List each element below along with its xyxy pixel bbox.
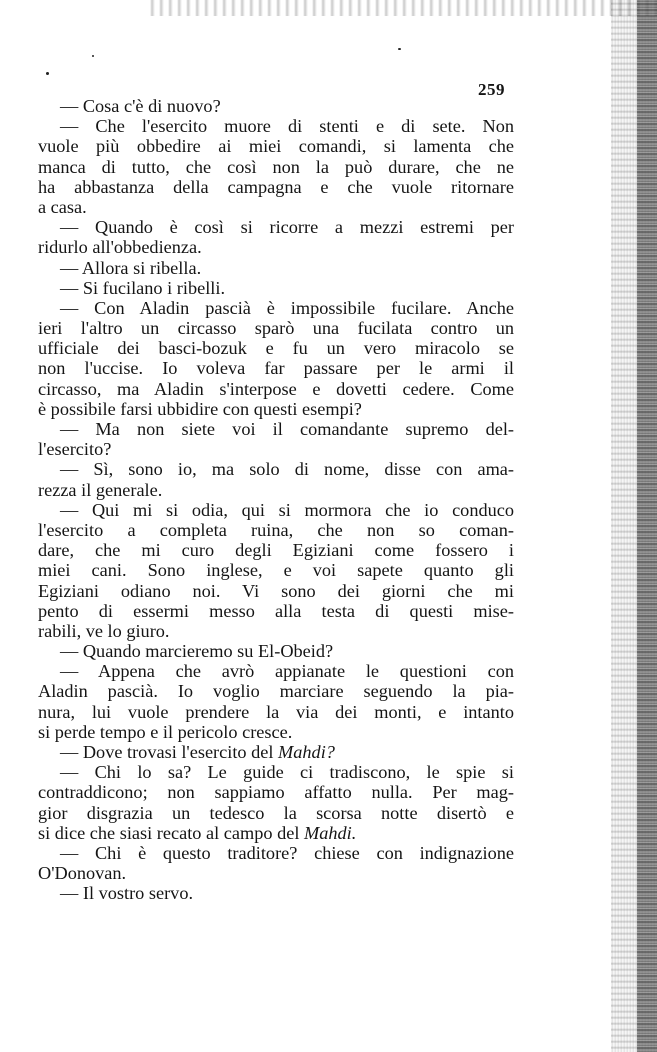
text-line bbox=[38, 136, 514, 156]
text-line bbox=[38, 358, 514, 378]
text-line-content: — Chi lo sa? Le guide ci tradiscono, le spie si bbox=[60, 762, 514, 783]
text-line-content: miei cani. Sono inglese, e voi sapete quanto gli bbox=[38, 560, 514, 581]
text-line bbox=[38, 782, 514, 802]
text-line-content: rezza il generale. bbox=[38, 479, 163, 500]
text-line bbox=[38, 217, 514, 237]
text-line bbox=[38, 722, 514, 742]
text-line-content: nura, lui vuole prendere la via dei monti, e intanto bbox=[38, 701, 514, 722]
text-line-content: l'esercito a completa ruina, che non so coman- bbox=[38, 519, 514, 540]
text-line bbox=[38, 702, 514, 722]
text-line-content: — Appena che avrò appianate le questioni con bbox=[60, 661, 514, 682]
scan-edge-top bbox=[150, 0, 657, 16]
text-line bbox=[38, 459, 514, 479]
text-line bbox=[38, 540, 514, 560]
text-line bbox=[38, 157, 514, 177]
text-line-content: gior disgrazia un tedesco la scorsa notte disertò e bbox=[38, 802, 514, 823]
text-line-content: — Con Aladin pascià è impossibile fucilare. Anche bbox=[60, 297, 514, 318]
text-line-content: O'Donovan. bbox=[38, 863, 127, 884]
text-line bbox=[38, 843, 514, 863]
text-line bbox=[38, 621, 514, 641]
speck bbox=[46, 72, 49, 75]
text-line bbox=[38, 681, 514, 701]
text-line bbox=[38, 116, 514, 136]
page-number: 259 bbox=[478, 80, 505, 99]
text-line bbox=[38, 419, 514, 439]
text-line-content: — Sì, sono io, ma solo di nome, disse con ama- bbox=[60, 459, 514, 480]
text-line bbox=[38, 258, 514, 278]
text-line-content: l'esercito? bbox=[38, 439, 112, 460]
text-line-content: — Quando è così si ricorre a mezzi estremi per bbox=[60, 217, 514, 238]
text-line bbox=[38, 298, 514, 318]
text-line-content: — Chi è questo traditore? chiese con indignazione bbox=[60, 842, 514, 863]
speck bbox=[92, 55, 94, 57]
text-line bbox=[38, 439, 514, 459]
text-line bbox=[38, 500, 514, 520]
text-line-italic: Mahdi. bbox=[303, 822, 357, 843]
text-line-content: dare, che mi curo degli Egiziani come fossero i bbox=[38, 540, 514, 561]
text-line-content: ha abbastanza della campagna e che vuole ritornare bbox=[38, 176, 514, 197]
text-line-content: — Qui mi si odia, qui si mormora che io conduco bbox=[60, 499, 514, 520]
text-line-content: — Dove trovasi l'esercito del bbox=[60, 742, 279, 762]
text-line bbox=[38, 338, 514, 358]
text-line-italic: Mahdi? bbox=[278, 742, 335, 762]
text-line-content: si dice che siasi recato al campo del bbox=[38, 822, 304, 843]
text-line bbox=[38, 520, 514, 540]
text-line-content: non l'uccise. Io voleva far passare per le armi il bbox=[38, 358, 514, 379]
text-line-content: è possibile farsi ubbidire con questi esempi? bbox=[38, 398, 362, 419]
text-line bbox=[38, 237, 514, 257]
text-line-content: ridurlo all'obbedienza. bbox=[38, 237, 202, 258]
speck bbox=[398, 48, 401, 50]
text-line bbox=[38, 803, 514, 823]
text-line bbox=[38, 742, 514, 762]
text-line bbox=[38, 318, 514, 338]
text-line-content: — Allora si ribella. bbox=[60, 257, 202, 278]
text-line bbox=[38, 278, 514, 298]
text-line-content: — Che l'esercito muore di stenti e di sete. Non bbox=[60, 116, 514, 137]
text-line bbox=[38, 883, 514, 903]
text-line-content: contraddicono; non sappiamo affatto nulla. Per mag- bbox=[38, 782, 514, 803]
text-line bbox=[38, 399, 514, 419]
text-line bbox=[38, 197, 514, 217]
text-line bbox=[38, 762, 514, 782]
text-line-content: ieri l'altro un circasso sparò una fucilata contro un bbox=[38, 318, 514, 339]
text-line-content: pento di essermi messo alla testa di questi mise- bbox=[38, 600, 514, 621]
text-line-content: — Il vostro servo. bbox=[60, 883, 194, 904]
scan-edge-right-dark bbox=[637, 0, 657, 1052]
text-line-content: — Quando marcieremo su El-Obeid? bbox=[60, 641, 334, 662]
text-line bbox=[38, 601, 514, 621]
text-line-content: a casa. bbox=[38, 196, 87, 217]
text-line-content: — Si fucilano i ribelli. bbox=[60, 277, 226, 298]
text-line bbox=[38, 177, 514, 197]
text-line bbox=[38, 379, 514, 399]
text-line-content: ufficiale dei basci-bozuk e fu un vero miracolo se bbox=[38, 338, 514, 359]
text-line-content: vuole più obbedire ai miei comandi, si lamenta che bbox=[38, 136, 514, 157]
text-line bbox=[38, 661, 514, 681]
text-line-content: si perde tempo e il pericolo cresce. bbox=[38, 721, 293, 742]
text-line bbox=[38, 581, 514, 601]
text-line-content: Egiziani odiano noi. Vi sono dei giorni che mi bbox=[38, 580, 514, 601]
text-line bbox=[38, 560, 514, 580]
text-line-content: — Cosa c'è di nuovo? bbox=[60, 96, 221, 116]
text-line bbox=[38, 96, 514, 116]
text-line bbox=[38, 823, 514, 843]
text-line-content: circasso, ma Aladin s'interpose e dovetti cedere. Come bbox=[38, 378, 514, 399]
text-line-content: rabili, ve lo giuro. bbox=[38, 620, 170, 641]
text-line bbox=[38, 480, 514, 500]
text-line bbox=[38, 863, 514, 883]
text-line-content: — Ma non siete voi il comandante supremo del- bbox=[60, 419, 514, 439]
text-line-content: Aladin pascià. Io voglio marciare seguendo la pia- bbox=[38, 681, 514, 702]
text-line bbox=[38, 641, 514, 661]
page-text bbox=[38, 96, 514, 904]
text-line-content: manca di tutto, che così non la può durare, che ne bbox=[38, 156, 514, 177]
